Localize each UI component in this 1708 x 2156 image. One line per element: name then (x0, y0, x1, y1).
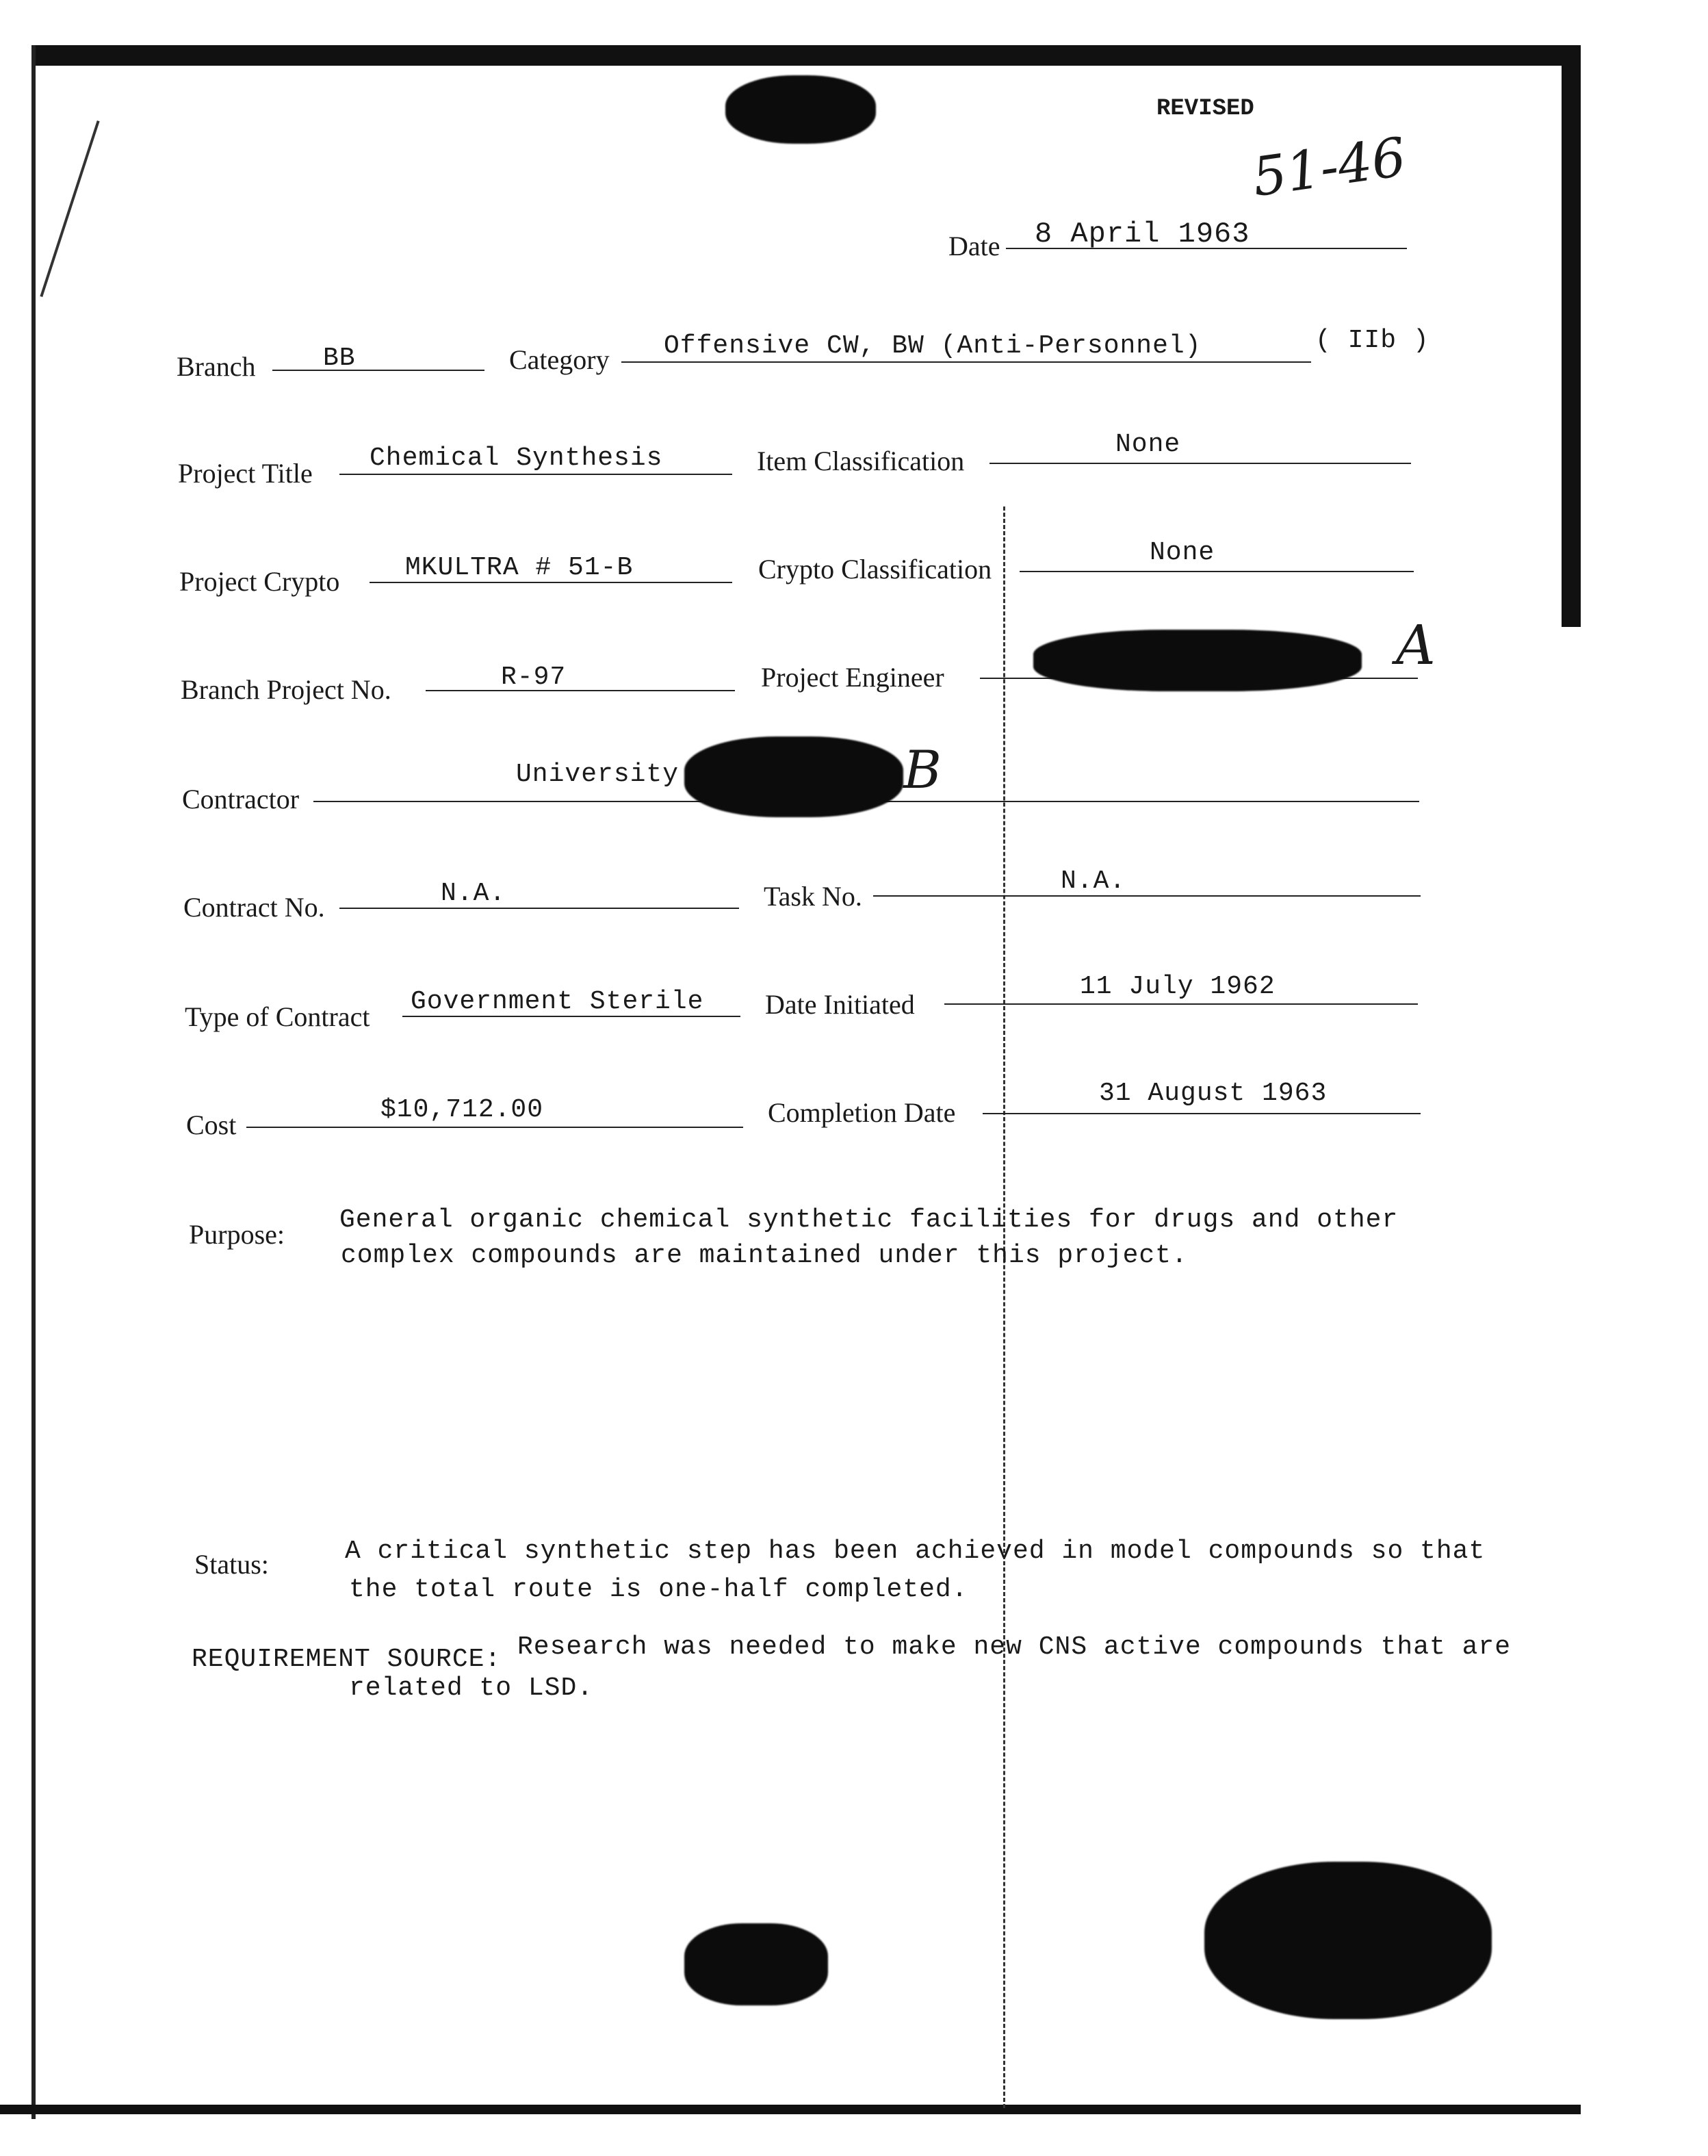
item-classification-value: None (1115, 430, 1181, 459)
project-engineer-label: Project Engineer (761, 662, 944, 693)
project-crypto-label: Project Crypto (179, 566, 340, 597)
item-classification-line (989, 463, 1411, 464)
branch-value: BB (323, 344, 356, 373)
contract-no-label: Contract No. (183, 892, 325, 923)
requirement-line-2: related to LSD. (349, 1673, 594, 1703)
crypto-classification-line (1020, 571, 1414, 572)
revised-stamp: REVISED (1156, 96, 1254, 122)
task-no-label: Task No. (764, 881, 862, 912)
cost-value: $10,712.00 (380, 1095, 544, 1125)
type-of-contract-value: Government Sterile (411, 987, 704, 1016)
redaction-bottom-right (1204, 1862, 1492, 2019)
redaction-top (725, 75, 876, 144)
branch-project-no-value: R-97 (501, 663, 567, 692)
completion-date-value: 31 August 1963 (1099, 1079, 1328, 1108)
category-line (621, 361, 1311, 363)
scan-top-border (33, 45, 1581, 66)
branch-line (272, 370, 484, 371)
contractor-mark: B (903, 739, 942, 800)
fold-line (1003, 506, 1005, 2108)
contractor-value: University (516, 760, 680, 789)
status-line-1: A critical synthetic step has been achieved in model compounds so that (345, 1537, 1486, 1566)
branch-project-no-line (426, 690, 735, 691)
project-crypto-value: MKULTRA # 51-B (405, 553, 634, 582)
handwritten-number: 51-46 (1248, 126, 1410, 209)
purpose-line-1: General organic chemical synthetic facilities for drugs and other (339, 1205, 1399, 1235)
project-title-value: Chemical Synthesis (370, 444, 663, 473)
branch-label: Branch (177, 351, 256, 382)
completion-date-line (983, 1113, 1421, 1114)
branch-project-no-label: Branch Project No. (181, 674, 391, 705)
contract-no-line (339, 908, 739, 909)
status-label: Status: (194, 1549, 269, 1580)
requirement-source-label: REQUIREMENT SOURCE: (192, 1645, 502, 1674)
type-of-contract-label: Type of Contract (185, 1001, 370, 1032)
scan-right-border (1562, 45, 1581, 627)
cost-label: Cost (186, 1109, 237, 1140)
contractor-label: Contractor (182, 784, 300, 814)
category-value: Offensive CW, BW (Anti-Personnel) (664, 331, 1202, 361)
task-no-value: N.A. (1061, 867, 1126, 896)
date-value: 8 April 1963 (1035, 218, 1250, 251)
date-label: Date (948, 231, 1000, 261)
task-no-line (873, 895, 1421, 897)
contractor-redaction (684, 736, 903, 817)
category-label: Category (509, 344, 610, 375)
crypto-classification-value: None (1150, 538, 1215, 567)
project-title-label: Project Title (178, 458, 313, 489)
scan-bottom-border (0, 2105, 1581, 2114)
contract-no-value: N.A. (441, 879, 506, 908)
purpose-line-2: complex compounds are maintained under this project. (341, 1241, 1188, 1270)
project-engineer-redaction (1033, 630, 1362, 691)
date-initiated-label: Date Initiated (765, 989, 915, 1020)
project-engineer-mark: A (1396, 613, 1436, 677)
category-suffix: ( IIb ) (1315, 326, 1429, 355)
item-classification-label: Item Classification (757, 446, 965, 476)
date-initiated-value: 11 July 1962 (1080, 972, 1276, 1001)
scan-left-border (31, 45, 36, 2119)
project-title-line (339, 474, 732, 475)
date-initiated-line (944, 1003, 1418, 1005)
requirement-line-1: Research was needed to make new CNS active compounds that are (517, 1632, 1512, 1662)
cost-line (246, 1127, 743, 1128)
crypto-classification-label: Crypto Classification (758, 554, 992, 585)
margin-stroke (40, 120, 99, 297)
completion-date-label: Completion Date (768, 1097, 956, 1128)
redaction-bottom-left (684, 1923, 828, 2005)
purpose-label: Purpose: (189, 1219, 285, 1250)
status-line-2: the total route is one-half completed. (349, 1575, 968, 1604)
